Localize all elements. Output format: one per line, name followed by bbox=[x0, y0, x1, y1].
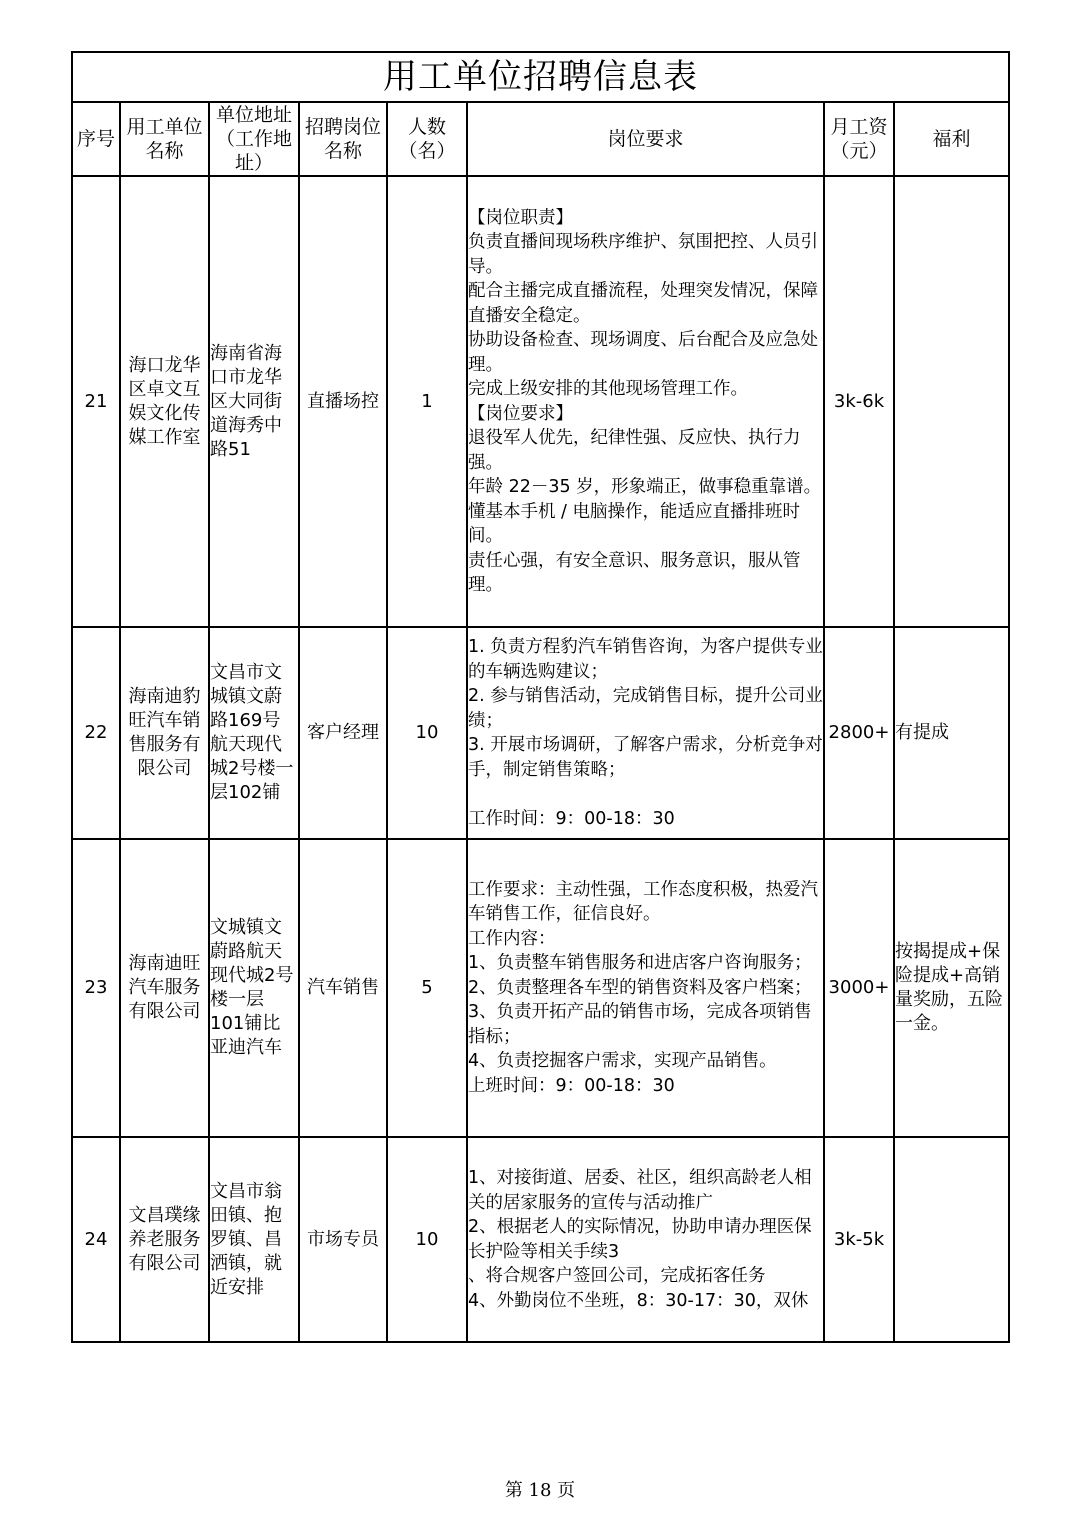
row-salary: 3k-5k bbox=[824, 1137, 894, 1342]
row-company: 海南迪豹旺汽车销售服务有限公司 bbox=[120, 627, 209, 839]
row-position: 客户经理 bbox=[299, 627, 387, 839]
header-salary: 月工资（元） bbox=[824, 102, 894, 176]
row-seq: 23 bbox=[72, 839, 120, 1137]
requirement-line: 【岗位职责】 bbox=[468, 207, 573, 228]
row-requirements bbox=[467, 176, 824, 627]
requirement-line: 工作要求：主动性强，工作态度积极，热爱汽车销售工作，征信良好。 bbox=[468, 879, 818, 925]
requirement-line: 2. 参与销售活动，完成销售目标，提升公司业绩； bbox=[468, 686, 823, 731]
row-position: 汽车销售 bbox=[299, 839, 387, 1137]
header-count: 人数（名） bbox=[387, 102, 467, 176]
header-row bbox=[72, 102, 1009, 176]
requirement-line: 【岗位要求】 bbox=[468, 403, 573, 424]
requirement-line: 4、负责挖掘客户需求，实现产品销售。 bbox=[468, 1051, 777, 1072]
row-address: 海南省海口市龙华区大同街道海秀中路51 bbox=[209, 176, 299, 627]
requirement-line: 1、负责整车销售服务和进店客户咨询服务； bbox=[468, 953, 812, 974]
row-seq: 21 bbox=[72, 176, 120, 627]
requirement-line: 4、外勤岗位不坐班，8：30-17：30，双休 bbox=[468, 1290, 809, 1311]
row-company: 海南迪旺汽车服务有限公司 bbox=[120, 839, 209, 1137]
requirement-line: 、将合规客户签回公司，完成拓客任务 bbox=[468, 1266, 766, 1286]
header-welfare: 福利 bbox=[894, 102, 1009, 176]
header-requirements: 岗位要求 bbox=[467, 102, 824, 176]
requirement-line: 完成上级安排的其他现场管理工作。 bbox=[468, 379, 748, 399]
header-address: 单位地址（工作地址） bbox=[209, 102, 299, 176]
requirement-line: 协助设备检查、现场调度、后台配合及应急处理。 bbox=[468, 330, 818, 375]
row-requirements bbox=[467, 839, 824, 1137]
row-company: 海口龙华区卓文互娱文化传媒工作室 bbox=[120, 176, 209, 627]
requirement-line: 1. 负责方程豹汽车销售咨询，为客户提供专业的车辆选购建议； bbox=[468, 637, 823, 682]
row-address: 文昌市翁田镇、抱罗镇、昌洒镇，就近安排 bbox=[209, 1137, 299, 1342]
row-salary: 3k-6k bbox=[824, 176, 894, 627]
recruitment-table bbox=[71, 51, 1010, 1343]
requirement-line: 责任心强，有安全意识、服务意识，服从管理。 bbox=[468, 550, 801, 595]
header-seq: 序号 bbox=[72, 102, 120, 176]
row-count: 1 bbox=[387, 176, 467, 627]
requirement-line: 1、对接街道、居委、社区，组织高龄老人相关的居家服务的宣传与活动推广 bbox=[468, 1168, 812, 1213]
requirement-line: 退役军人优先，纪律性强、反应快、执行力强。 bbox=[468, 428, 801, 473]
row-address: 文昌市文城镇文蔚路169号航天现代城2号楼一层102铺 bbox=[209, 627, 299, 839]
requirement-line: 2、根据老人的实际情况，协助申请办理医保长护险等相关手续3 bbox=[468, 1217, 812, 1262]
row-welfare bbox=[894, 1137, 1009, 1342]
requirement-line: 2、负责整理各车型的销售资料及客户档案； bbox=[468, 977, 812, 998]
row-salary: 2800+ bbox=[824, 627, 894, 839]
table-title: 用工单位招聘信息表 bbox=[72, 52, 1009, 102]
table-row bbox=[72, 1137, 1009, 1342]
table-row bbox=[72, 176, 1009, 627]
row-welfare bbox=[894, 176, 1009, 627]
row-requirements bbox=[467, 1137, 824, 1342]
row-position: 直播场控 bbox=[299, 176, 387, 627]
row-seq: 24 bbox=[72, 1137, 120, 1342]
requirement-line: 负责直播间现场秩序维护、氛围把控、人员引导。 bbox=[468, 232, 818, 277]
row-count: 10 bbox=[387, 627, 467, 839]
row-welfare: 有提成 bbox=[894, 627, 1009, 839]
requirement-line: 3、负责开拓产品的销售市场，完成各项销售指标； bbox=[468, 1002, 812, 1047]
requirement-line: 工作时间：9：00-18：30 bbox=[468, 808, 675, 829]
row-count: 5 bbox=[387, 839, 467, 1137]
row-address: 文城镇文蔚路航天现代城2号楼一层101铺比亚迪汽车 bbox=[209, 839, 299, 1137]
requirement-line: 配合主播完成直播流程，处理突发情况，保障直播安全稳定。 bbox=[468, 281, 818, 326]
row-welfare: 按揭提成+保险提成+高销量奖励，五险一金。 bbox=[894, 839, 1009, 1137]
requirement-line bbox=[468, 782, 823, 807]
row-salary: 3000+ bbox=[824, 839, 894, 1137]
row-count: 10 bbox=[387, 1137, 467, 1342]
requirement-line: 年龄 22－35 岁，形象端正，做事稳重靠谱。 bbox=[468, 477, 822, 497]
requirement-line: 上班时间：9：00-18：30 bbox=[468, 1075, 675, 1096]
row-seq: 22 bbox=[72, 627, 120, 839]
page-number: 第 18 页 bbox=[504, 1480, 576, 1501]
row-position: 市场专员 bbox=[299, 1137, 387, 1342]
table-row bbox=[72, 627, 1009, 839]
requirement-line: 工作内容： bbox=[468, 928, 556, 949]
header-company: 用工单位名称 bbox=[120, 102, 209, 176]
row-requirements bbox=[467, 627, 824, 839]
header-position: 招聘岗位名称 bbox=[299, 102, 387, 176]
requirement-line: 3. 开展市场调研，了解客户需求，分析竞争对手，制定销售策略； bbox=[468, 735, 823, 780]
requirement-line: 懂基本手机 / 电脑操作，能适应直播排班时间。 bbox=[468, 501, 801, 546]
table-row bbox=[72, 839, 1009, 1137]
row-company: 文昌璞缘养老服务有限公司 bbox=[120, 1137, 209, 1342]
